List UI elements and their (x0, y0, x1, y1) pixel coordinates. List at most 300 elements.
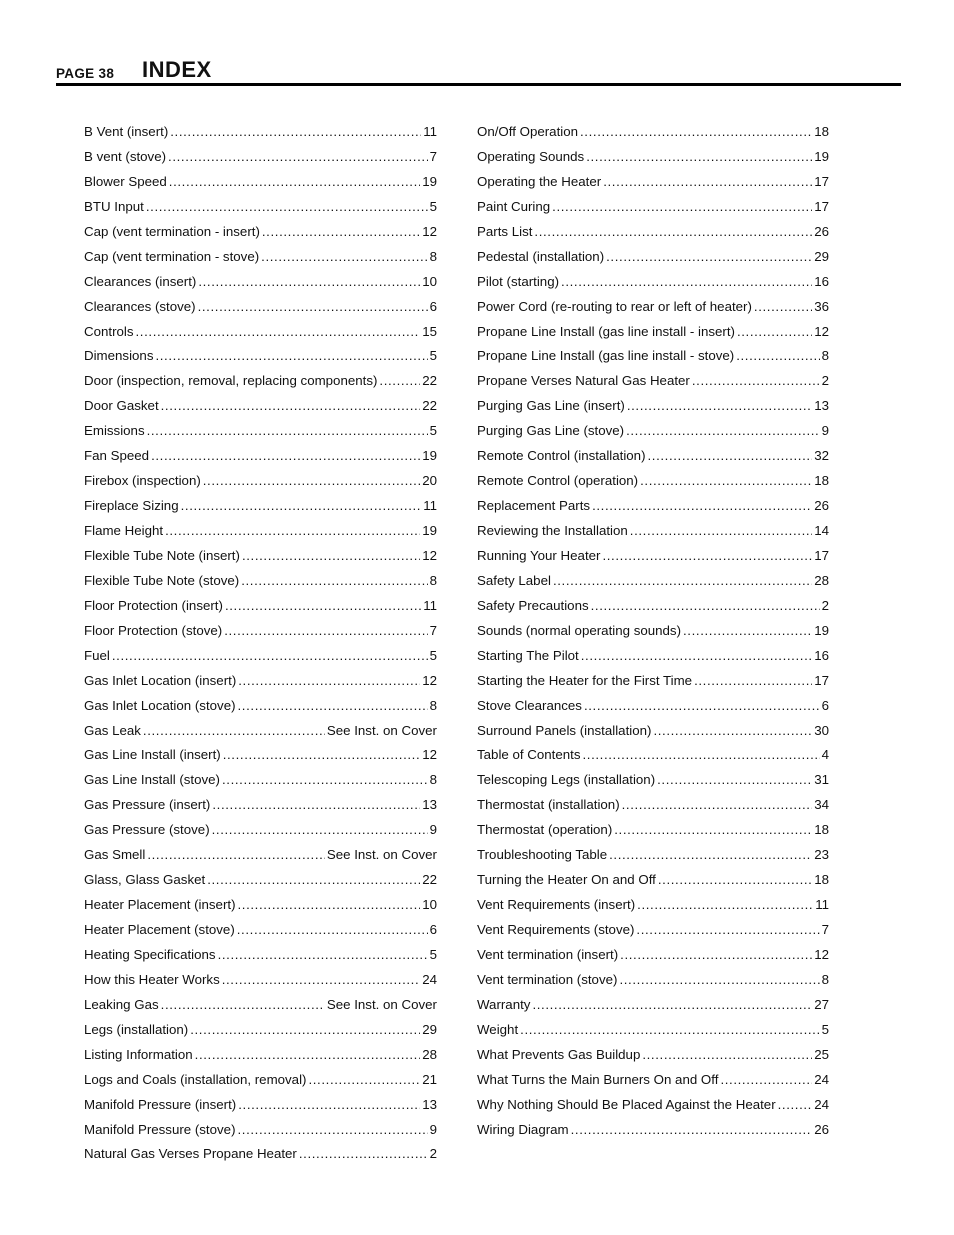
index-term: Flexible Tube Note (stove) (84, 572, 240, 588)
index-page-ref: 9 (429, 1121, 437, 1137)
index-page-ref: 12 (422, 223, 437, 239)
index-entry (84, 519, 437, 544)
dot-leader (586, 145, 812, 170)
index-entry (84, 1043, 437, 1068)
index-entry (84, 295, 437, 320)
dot-leader (212, 818, 428, 843)
index-entry (477, 669, 829, 694)
index-page-ref: 7 (429, 622, 437, 638)
dot-leader (238, 1093, 420, 1118)
index-page-ref: 13 (422, 797, 437, 813)
dot-leader (627, 394, 812, 419)
dot-leader (737, 320, 812, 345)
index-page-ref: 19 (422, 523, 437, 538)
index-term: Why Nothing Should Be Placed Against the Heater (477, 1096, 776, 1112)
index-page-ref: 19 (814, 622, 829, 638)
dot-leader (299, 1142, 428, 1167)
index-term: Fan Speed (84, 448, 150, 464)
index-entry (84, 220, 437, 245)
index-entry (84, 145, 437, 170)
index-entry (477, 469, 829, 494)
index-term: Running Your Heater (477, 547, 601, 563)
index-page-ref: 18 (814, 872, 829, 888)
dot-leader (225, 594, 421, 619)
index-entry (84, 369, 437, 394)
index-term: How this Heater Works (84, 971, 220, 987)
index-entry (84, 195, 437, 220)
index-entry (84, 170, 437, 195)
index-page-ref: 8 (429, 248, 437, 264)
dot-leader (648, 444, 813, 469)
index-page-ref: 13 (814, 398, 829, 414)
index-term: Table of Contents (477, 747, 581, 763)
index-term: Controls (84, 323, 134, 339)
index-entry (477, 419, 829, 444)
index-page-ref: 6 (429, 298, 437, 314)
index-entry (477, 1118, 829, 1143)
dot-leader (609, 843, 812, 868)
index-page-ref: 26 (814, 498, 829, 514)
dot-leader (165, 519, 420, 544)
index-entry (477, 344, 829, 369)
index-page-ref: 8 (429, 572, 437, 588)
dot-leader (580, 120, 812, 145)
index-entry (477, 968, 829, 993)
index-entry (84, 469, 437, 494)
index-page-ref: 31 (814, 772, 829, 788)
index-entry (84, 594, 437, 619)
index-entry (84, 1093, 437, 1118)
dot-leader (658, 868, 812, 893)
index-term: Vent termination (insert) (477, 946, 619, 962)
dot-leader (620, 943, 812, 968)
index-page-ref: 29 (422, 1021, 437, 1037)
index-term: Gas Inlet Location (stove) (84, 697, 236, 713)
dot-leader (626, 419, 820, 444)
index-page-ref: 16 (814, 273, 829, 289)
dot-leader (619, 968, 819, 993)
dot-leader (583, 743, 820, 768)
index-term: BTU Input (84, 198, 144, 214)
dot-leader (218, 943, 428, 968)
dot-leader (637, 893, 813, 918)
index-entry (84, 768, 437, 793)
index-term: Purging Gas Line (insert) (477, 398, 625, 414)
index-page-ref: 9 (821, 423, 829, 439)
index-entry (84, 644, 437, 669)
index-term: Heater Placement (stove) (84, 922, 235, 937)
dot-leader (203, 469, 420, 494)
index-term: Cap (vent termination - stove) (84, 248, 260, 264)
index-page-ref: 11 (815, 897, 829, 913)
index-term: Stove Clearances (477, 697, 582, 713)
index-page-ref: 12 (422, 547, 437, 563)
index-entry (84, 619, 437, 644)
index-term: Operating Sounds (477, 148, 585, 164)
index-entry (84, 694, 437, 719)
index-page-ref: 17 (814, 198, 829, 214)
index-entry (84, 270, 437, 295)
dot-leader (614, 818, 812, 843)
header-rule (56, 83, 901, 86)
index-entry (84, 968, 437, 993)
index-entry (84, 1068, 437, 1093)
dot-leader (592, 494, 812, 519)
dot-leader (379, 369, 420, 394)
index-term: Gas Line Install (insert) (84, 747, 221, 763)
index-term: Surround Panels (installation) (477, 722, 652, 738)
dot-leader (622, 793, 813, 818)
dot-leader (195, 1043, 421, 1068)
index-page-ref: 19 (422, 173, 437, 189)
index-page-ref: 24 (422, 971, 437, 987)
index-term: Glass, Glass Gasket (84, 872, 206, 888)
index-page-ref: 7 (429, 148, 437, 164)
index-entry (84, 494, 437, 519)
dot-leader (238, 694, 428, 719)
dot-leader (262, 220, 420, 245)
dot-leader (261, 245, 427, 270)
index-page-ref: 14 (814, 523, 829, 538)
dot-leader (147, 843, 325, 868)
index-term: Operating the Heater (477, 173, 602, 189)
index-page-ref: 4 (821, 747, 829, 763)
index-term: Safety Precautions (477, 597, 589, 613)
index-term: On/Off Operation (477, 124, 579, 139)
index-entry (477, 295, 829, 320)
index-column-left (84, 120, 437, 1167)
dot-leader (161, 993, 325, 1018)
index-term: Starting The Pilot (477, 647, 579, 663)
index-entry (84, 719, 437, 744)
index-page-ref: 5 (821, 1021, 829, 1037)
index-term: Blower Speed (84, 173, 167, 189)
dot-leader (657, 768, 812, 793)
index-term: Natural Gas Verses Propane Heater (84, 1146, 297, 1162)
index-page-ref: 24 (814, 1096, 829, 1112)
index-page-ref: 27 (814, 996, 829, 1012)
index-term: Vent Requirements (insert) (477, 897, 636, 913)
index-entry (477, 394, 829, 419)
index-page-ref: 11 (423, 124, 437, 139)
page-header (56, 54, 901, 86)
index-term: Manifold Pressure (insert) (84, 1096, 237, 1112)
index-term: Replacement Parts (477, 498, 591, 514)
index-term: Cap (vent termination - insert) (84, 223, 260, 239)
index-term: Power Cord (re-routing to rear or left of heater) (477, 298, 752, 314)
index-entry (477, 220, 829, 245)
index-entry (84, 918, 437, 943)
index-term: Paint Curing (477, 198, 551, 214)
index-term: Weight (477, 1021, 519, 1037)
index-term: Parts List (477, 223, 533, 239)
index-page-ref: 34 (814, 797, 829, 813)
index-page-ref: 8 (429, 772, 437, 788)
index-page-ref: 8 (429, 697, 437, 713)
index-page-ref: 22 (422, 872, 437, 888)
index-term: Listing Information (84, 1046, 193, 1062)
index-term: Heating Specifications (84, 946, 216, 962)
index-entry (477, 619, 829, 644)
page-number: PAGE 38 (56, 66, 115, 81)
page-title: INDEX (142, 57, 212, 82)
index-page-ref: 5 (429, 423, 437, 439)
dot-leader (571, 1118, 813, 1143)
dot-leader (143, 719, 325, 744)
index-entry (477, 793, 829, 818)
dot-leader (581, 644, 812, 669)
index-entry (477, 270, 829, 295)
index-term: Vent Requirements (stove) (477, 922, 635, 937)
dot-leader (237, 918, 428, 943)
index-term: Manifold Pressure (stove) (84, 1121, 236, 1137)
index-term: Pedestal (installation) (477, 248, 605, 264)
index-term: B vent (stove) (84, 148, 167, 164)
index-page-ref: 12 (422, 672, 437, 688)
index-page-ref: 32 (814, 448, 829, 464)
index-page-ref: 28 (422, 1046, 437, 1062)
index-entry (84, 669, 437, 694)
index-term: Logs and Coals (installation, removal) (84, 1071, 307, 1087)
dot-leader (692, 369, 820, 394)
index-term: Floor Protection (stove) (84, 622, 223, 638)
index-entry (477, 170, 829, 195)
dot-leader (238, 893, 421, 918)
index-term: Thermostat (operation) (477, 822, 613, 838)
index-page-ref: See Inst. on Cover (326, 996, 437, 1012)
index-page-ref: 2 (429, 1146, 437, 1162)
index-term: Propane Line Install (gas line install - stove) (477, 348, 735, 364)
index-page-ref: 11 (423, 498, 437, 514)
dot-leader (222, 768, 428, 793)
dot-leader (552, 195, 812, 220)
index-entry (477, 719, 829, 744)
index-page-ref: 5 (429, 198, 437, 214)
dot-leader (241, 569, 427, 594)
index-entry (477, 245, 829, 270)
index-term: Reviewing the Installation (477, 523, 628, 538)
dot-leader (147, 419, 428, 444)
dot-leader (224, 619, 427, 644)
index-page-ref: 6 (821, 697, 829, 713)
index-entry (477, 818, 829, 843)
index-page-ref: 22 (422, 398, 437, 414)
index-page-ref: 10 (422, 897, 437, 913)
index-entry (84, 943, 437, 968)
index-term: Door (inspection, removal, replacing components) (84, 373, 378, 389)
index-term: Vent termination (stove) (477, 971, 618, 987)
index-term: What Prevents Gas Buildup (477, 1046, 641, 1062)
dot-leader (653, 719, 812, 744)
dot-leader (161, 394, 421, 419)
index-page-ref: 8 (821, 348, 829, 364)
index-page-ref: 9 (429, 822, 437, 838)
index-entry (477, 993, 829, 1018)
dot-leader (694, 669, 812, 694)
index-page-ref: 12 (422, 747, 437, 763)
index-page-ref: 5 (429, 647, 437, 663)
index-page-ref: 17 (814, 672, 829, 688)
index-term: Sounds (normal operating sounds) (477, 622, 682, 638)
dot-leader (636, 918, 819, 943)
dot-leader (584, 694, 820, 719)
index-page-ref: 7 (821, 922, 829, 937)
index-term: Remote Control (operation) (477, 473, 639, 489)
index-entry (477, 868, 829, 893)
index-entry (84, 1018, 437, 1043)
index-page-ref: See Inst. on Cover (326, 847, 437, 863)
dot-leader (146, 195, 428, 220)
index-page-ref: 5 (429, 946, 437, 962)
index-term: Troubleshooting Table (477, 847, 608, 863)
index-term: B Vent (insert) (84, 124, 169, 139)
index-term: Floor Protection (insert) (84, 597, 223, 613)
index-page-ref: 21 (422, 1071, 437, 1087)
index-entry (477, 544, 829, 569)
dot-leader (168, 145, 428, 170)
index-page-ref: 18 (814, 124, 829, 139)
index-term: Remote Control (installation) (477, 448, 646, 464)
index-entry (84, 344, 437, 369)
dot-leader (736, 344, 819, 369)
index-entry (477, 519, 829, 544)
index-page-ref: 11 (423, 597, 437, 613)
dot-leader (212, 793, 420, 818)
index-term: Propane Line Install (gas line install - insert) (477, 323, 735, 339)
index-entry (477, 893, 829, 918)
dot-leader (242, 544, 420, 569)
index-page-ref: 10 (422, 273, 437, 289)
dot-leader (198, 295, 428, 320)
index-term: Thermostat (installation) (477, 797, 620, 813)
index-term: Gas Line Install (stove) (84, 772, 220, 788)
index-entry (477, 195, 829, 220)
index-term: Emissions (84, 423, 145, 439)
dot-leader (754, 295, 812, 320)
index-entry (84, 1118, 437, 1143)
dot-leader (222, 968, 420, 993)
index-page-ref: 6 (429, 922, 437, 937)
index-term: Pilot (starting) (477, 273, 560, 289)
index-term: Fuel (84, 647, 110, 663)
index-page-ref: 25 (814, 1046, 829, 1062)
index-entry (477, 918, 829, 943)
dot-leader (223, 743, 420, 768)
index-term: Leaking Gas (84, 996, 159, 1012)
index-term: Gas Smell (84, 847, 146, 863)
index-entry (477, 494, 829, 519)
index-page-ref: 29 (814, 248, 829, 264)
index-term: Legs (installation) (84, 1021, 189, 1037)
dot-leader (642, 1043, 812, 1068)
index-entry (477, 120, 829, 145)
dot-leader (630, 519, 812, 544)
index-entry (477, 768, 829, 793)
index-term: Safety Label (477, 572, 551, 588)
index-page-ref: 26 (814, 1121, 829, 1137)
index-entry (84, 743, 437, 768)
dot-leader (778, 1093, 813, 1118)
index-entry (84, 569, 437, 594)
index-entry (477, 943, 829, 968)
index-page-ref: 23 (814, 847, 829, 863)
index-column-right (477, 120, 829, 1142)
dot-leader (553, 569, 812, 594)
index-entry (477, 694, 829, 719)
dot-leader (561, 270, 812, 295)
index-entry (477, 145, 829, 170)
index-entry (84, 793, 437, 818)
index-term: Door Gasket (84, 398, 159, 414)
index-term: Flame Height (84, 523, 164, 538)
dot-leader (720, 1068, 812, 1093)
index-entry (84, 444, 437, 469)
index-page-ref: 13 (422, 1096, 437, 1112)
index-entry (84, 320, 437, 345)
dot-leader (520, 1018, 819, 1043)
index-page-ref: 12 (814, 946, 829, 962)
dot-leader (181, 494, 422, 519)
index-page-ref: 16 (814, 647, 829, 663)
index-term: Flexible Tube Note (insert) (84, 547, 240, 563)
index-page-ref: 28 (814, 572, 829, 588)
index-page-ref: See Inst. on Cover (326, 722, 437, 738)
index-page-ref: 19 (422, 448, 437, 464)
index-entry (477, 320, 829, 345)
index-entry (84, 843, 437, 868)
index-page-ref: 12 (814, 323, 829, 339)
index-entry (477, 644, 829, 669)
index-entry (477, 369, 829, 394)
index-entry (84, 1142, 437, 1167)
dot-leader (532, 993, 812, 1018)
index-page-ref: 18 (814, 822, 829, 838)
index-entry (477, 1043, 829, 1068)
index-entry (477, 1093, 829, 1118)
index-page-ref: 36 (814, 298, 829, 314)
dot-leader (591, 594, 820, 619)
index-term: Gas Leak (84, 722, 141, 738)
index-term: Turning the Heater On and Off (477, 872, 656, 888)
index-page-ref: 30 (814, 722, 829, 738)
dot-leader (683, 619, 812, 644)
index-term: Warranty (477, 996, 531, 1012)
index-entry (477, 444, 829, 469)
index-entry (477, 1068, 829, 1093)
index-term: Gas Inlet Location (insert) (84, 672, 237, 688)
index-term: Telescoping Legs (installation) (477, 772, 656, 788)
index-term: Dimensions (84, 348, 154, 364)
index-page-ref: 17 (814, 547, 829, 563)
index-page-ref: 24 (814, 1071, 829, 1087)
dot-leader (606, 245, 812, 270)
dot-leader (112, 644, 428, 669)
index-term: Propane Verses Natural Gas Heater (477, 373, 690, 389)
index-term: Firebox (inspection) (84, 473, 201, 489)
index-page-ref: 20 (422, 473, 437, 489)
dot-leader (170, 120, 421, 145)
index-entry (84, 818, 437, 843)
dot-leader (136, 320, 421, 345)
index-entry (84, 993, 437, 1018)
index-entry (84, 419, 437, 444)
index-term: Fireplace Sizing (84, 498, 179, 514)
index-term: Heater Placement (insert) (84, 897, 236, 913)
index-page-ref: 15 (422, 323, 437, 339)
index-entry (477, 743, 829, 768)
index-term: Clearances (insert) (84, 273, 197, 289)
index-entry (84, 544, 437, 569)
